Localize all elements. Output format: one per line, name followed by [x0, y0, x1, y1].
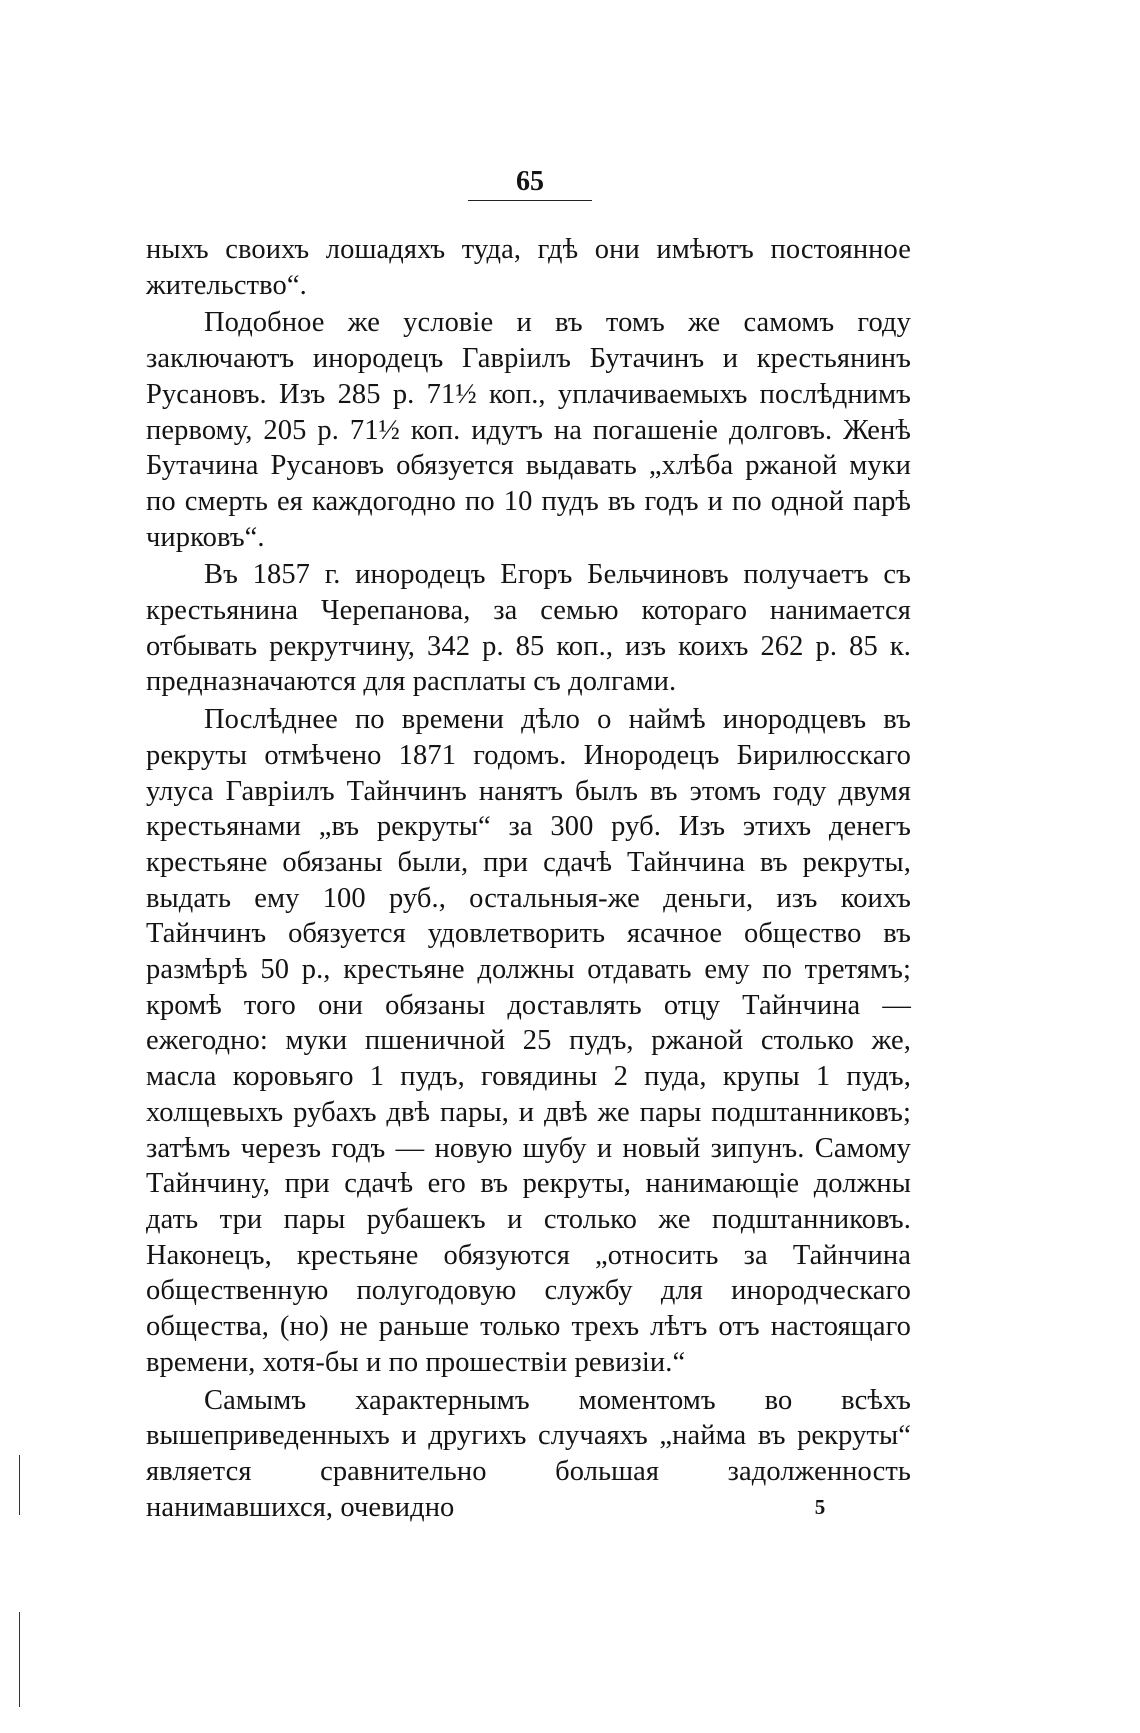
body-text: [146, 232, 911, 1525]
paragraph-continuation: ныхъ своихъ лошадяхъ туда, гдѣ они имѣютъ постоянное жительство“.: [146, 234, 911, 301]
paragraph-summary: Самымъ характернымъ моментомъ во всѣхъ вышеприведенныхъ и другихъ случаяхъ „найма въ рекруты“ является сравнительно большая задолженность нанимавшихся, очевидно: [146, 1384, 911, 1523]
paragraph-butachin: Подобное же условіе и въ томъ же самомъ году заключаютъ инородецъ Гавріилъ Бутачинъ и крестьянинъ Русановъ. Изъ 285 р. 71½ коп., уплачиваемыхъ послѣднимъ первому, 205 р. 71½ коп. идутъ на погашеніе долговъ. Женѣ Бутачина Русановъ обязуется выдавать „хлѣба ржаной муки по смерть ея каждогодно по 10 пудъ въ годъ и по одной парѣ чирковъ“.: [146, 307, 911, 553]
paragraph-belchinov: Въ 1857 г. инородецъ Егоръ Бельчиновъ получаетъ съ крестьянина Черепанова, за семью котораго нанимается отбывать рекрутчину, 342 р. 85 коп., изъ коихъ 262 р. 85 к. предназначаются для расплаты съ долгами.: [146, 559, 911, 698]
signature-mark: 5: [814, 1495, 826, 1519]
page-number: 65: [516, 166, 544, 197]
scan-edge-line: [19, 1455, 20, 1515]
paragraph-tainchin: Послѣднее по времени дѣло о наймѣ инородцевъ въ рекруты отмѣчено 1871 годомъ. Инородецъ Бирилюсскаго улуса Гавріилъ Тайнчинъ нанятъ былъ въ этомъ году двумя крестьянами „въ рекруты“ за 300 руб. Изъ этихъ денегъ крестьяне обязаны были, при сдачѣ Тайнчина въ рекруты, выдать ему 100 руб., остальныя-же деньги, изъ коихъ Тайнчинъ обязуется удовлетворить ясачное общество въ размѣрѣ 50 р., крестьяне должны отдавать ему по третямъ; кромѣ того они обязаны доставлять отцу Тайнчина — ежегодно: муки пшеничной 25 пудъ, ржаной столько же, масла коровьяго 1 пудъ, говядины 2 пуда, крупы 1 пудъ, холщевыхъ рубахъ двѣ пары, и двѣ же пары подштанниковъ; затѣмъ черезъ годъ — новую шубу и новый зипунъ. Самому Тайнчину, при сдачѣ его въ рекруты, нанимающіе должны дать три пары рубашекъ и столько же подштанниковъ. Наконецъ, крестьяне обязуются „относить за Тайнчина общественную полугодовую службу для инородческаго общества, (но) не раньше только трехъ лѣтъ отъ настоящаго времени, хотя-бы и по прошествіи ревизіи.“: [146, 704, 911, 1378]
page-number-rule: [468, 200, 592, 201]
scan-edge-line: [19, 1612, 20, 1707]
